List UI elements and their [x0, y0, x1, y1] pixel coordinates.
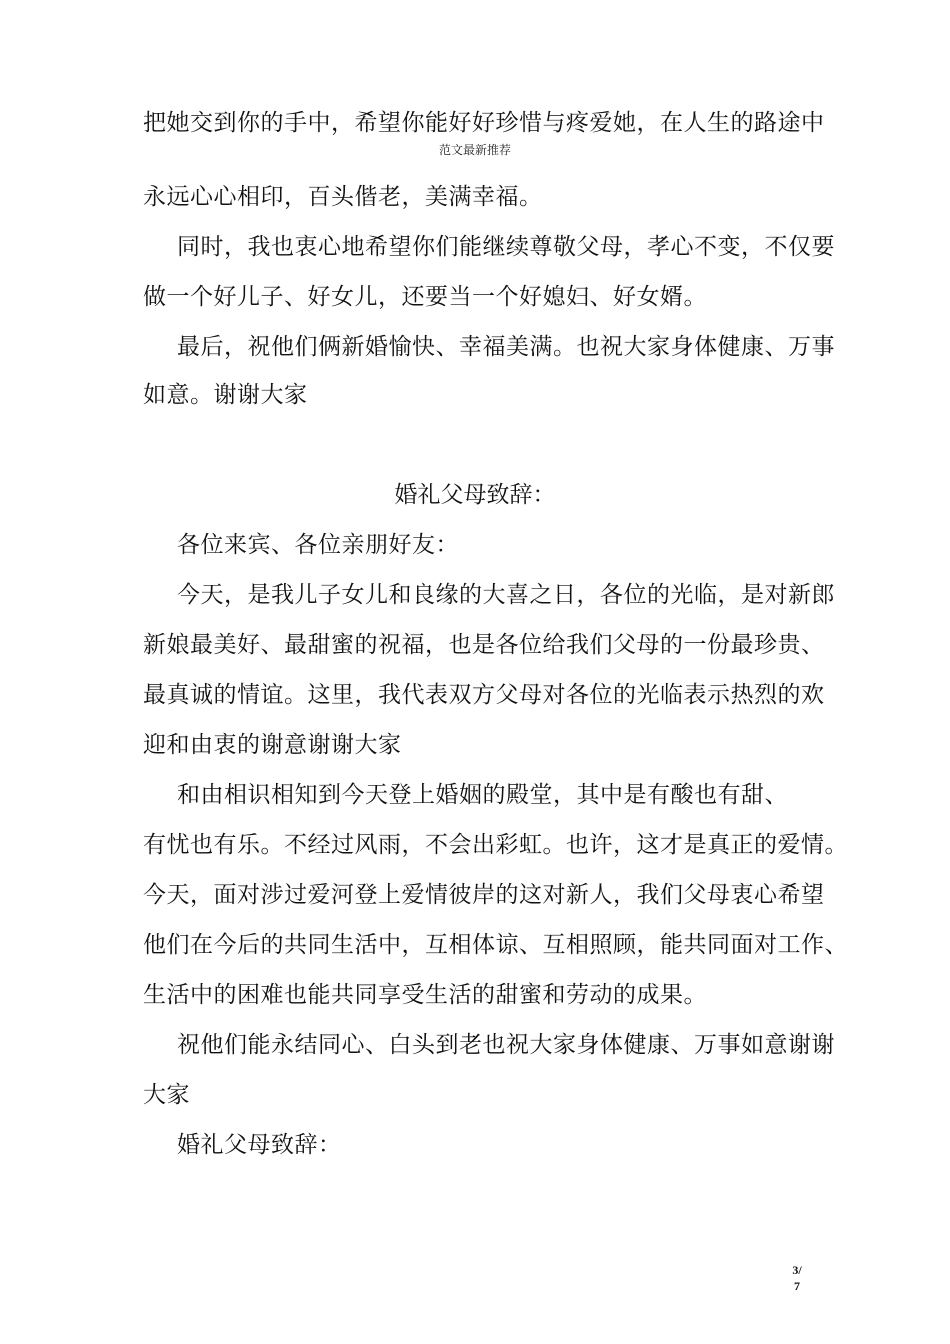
paragraph-line: 永远心心相印，百头偕老，美满幸福。 — [143, 184, 543, 210]
paragraph-line: 和由相识相知到今天登上婚姻的殿堂，其中是有酸也有甜、 — [177, 782, 788, 808]
page-number-current: 3/ — [792, 1263, 802, 1277]
paragraph-line: 大家 — [143, 1082, 190, 1108]
paragraph-line: 生活中的困难也能共同享受生活的甜蜜和劳动的成果。 — [143, 982, 707, 1008]
paragraph-line: 今天，面对涉过爱河登上爱情彼岸的这对新人，我们父母衷心希望 — [143, 882, 825, 908]
paragraph-line: 做一个好儿子、好女儿，还要当一个好媳妇、好女婿。 — [143, 284, 707, 310]
paragraph-line: 同时，我也衷心地希望你们能继续尊敬父母，孝心不变，不仅要 — [177, 234, 835, 260]
paragraph-line: 如意。谢谢大家 — [143, 382, 308, 408]
paragraph-line: 迎和由衷的谢意谢谢大家 — [143, 732, 402, 758]
paragraph-line: 祝他们能永结同心、白头到老也祝大家身体健康、万事如意谢谢 — [177, 1032, 835, 1058]
paragraph-line: 有忧也有乐。不经过风雨，不会出彩虹。也许，这才是真正的爱情。 — [143, 832, 848, 858]
section-title: 婚礼父母致辞： — [394, 482, 556, 508]
page-number-total: 7 — [794, 1279, 800, 1293]
paragraph-line: 最真诚的情谊。这里，我代表双方父母对各位的光临表示热烈的欢 — [143, 682, 825, 708]
header-note: 范文最新推荐 — [438, 143, 511, 157]
paragraph-line: 新娘最美好、最甜蜜的祝福，也是各位给我们父母的一份最珍贵、 — [143, 632, 825, 658]
paragraph-line: 今天，是我儿子女儿和良缘的大喜之日，各位的光临，是对新郎 — [177, 582, 835, 608]
paragraph-line: 他们在今后的共同生活中，互相体谅、互相照顾，能共同面对工作、 — [143, 932, 848, 958]
salutation: 各位来宾、各位亲朋好友： — [177, 532, 459, 558]
section-heading: 婚礼父母致辞： — [177, 1132, 342, 1158]
paragraph-line: 最后，祝他们俩新婚愉快、幸福美满。也祝大家身体健康、万事 — [177, 334, 835, 360]
paragraph-line: 把她交到你的手中，希望你能好好珍惜与疼爱她，在人生的路途中 — [143, 110, 825, 136]
